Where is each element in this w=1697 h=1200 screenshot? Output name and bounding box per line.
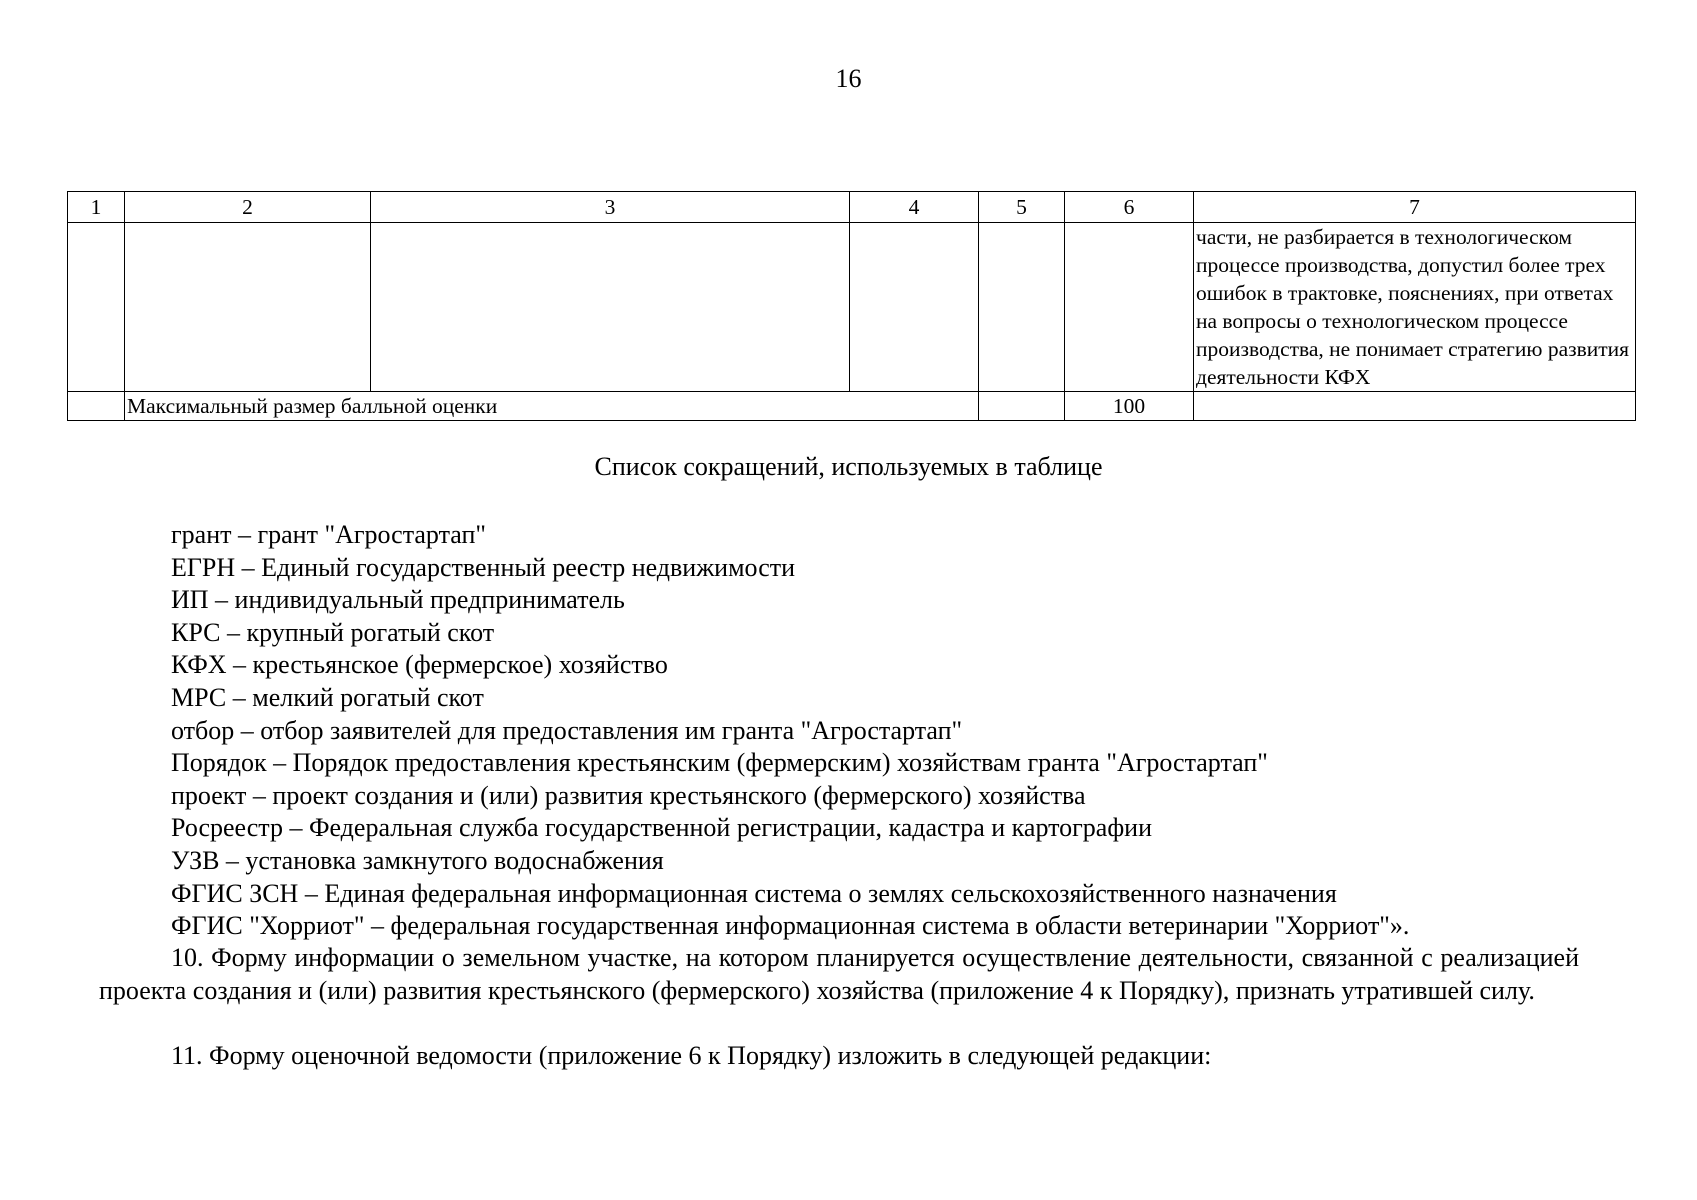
- table-cell: [979, 392, 1065, 421]
- list-item: Порядок – Порядок предоставления крестьянским (фермерским) хозяйствам гранта "Агростартап": [171, 748, 1268, 778]
- table-cell: [979, 223, 1065, 392]
- table-header-cell: 7: [1194, 192, 1636, 223]
- abbreviations-title: Список сокращений, используемых в таблице: [594, 452, 1103, 481]
- paragraph-11: 11. Форму оценочной ведомости (приложение 6 к Порядку) изложить в следующей редакции:: [171, 1041, 1212, 1070]
- evaluation-table: [67, 191, 1636, 421]
- paragraph-10: 10. Форму информации о земельном участке, на котором планируется осуществление деятельности, связанной с реализацией проекта создания и (или) развития крестьянского (фермерского) хозяйства (приложение 4 к Порядку), признать утратившей силу.: [99, 943, 1579, 1005]
- list-item: грант – грант "Агростартап": [171, 520, 486, 549]
- list-item: КРС – крупный рогатый скот: [171, 617, 495, 647]
- list-item: ФГИС "Хорриот" – федеральная государственная информационная система в области ветеринарии "Хорриот"».: [171, 911, 1410, 941]
- list-item: УЗВ – установка замкнутого водоснабжения: [171, 845, 664, 875]
- table-header-cell: 1: [68, 192, 125, 223]
- table-cell: [68, 223, 125, 392]
- table-cell: [125, 223, 371, 392]
- table-cell: [68, 392, 125, 421]
- list-item: Росреестр – Федеральная служба государственной регистрации, кадастра и картографии: [171, 813, 1153, 843]
- list-item: КФХ – крестьянское (фермерское) хозяйство: [171, 650, 668, 680]
- table-cell: [1194, 392, 1636, 421]
- table-header-cell: 5: [979, 192, 1065, 223]
- list-item: ИП – индивидуальный предприниматель: [171, 585, 625, 615]
- table-header-cell: 4: [850, 192, 979, 223]
- total-label-cell: Максимальный размер балльной оценки: [125, 392, 979, 421]
- table-header-cell: 6: [1065, 192, 1194, 223]
- table-row: [68, 223, 1636, 392]
- abbreviations-list: [171, 519, 1591, 943]
- total-value-cell: 100: [1065, 392, 1194, 421]
- list-item: ФГИС ЗСН – Единая федеральная информационная система о землях сельскохозяйственного назначения: [171, 878, 1337, 908]
- table-cell: [1065, 223, 1194, 392]
- list-item: отбор – отбор заявителей для предоставления им гранта "Агростартап": [171, 715, 963, 745]
- list-item: МРС – мелкий рогатый скот: [171, 682, 484, 712]
- table-total-row: [68, 392, 1636, 421]
- table-cell: [850, 223, 979, 392]
- table-header-row: [68, 192, 1636, 223]
- list-item: ЕГРН – Единый государственный реестр недвижимости: [171, 552, 796, 582]
- table-cell: [371, 223, 850, 392]
- page-number: 16: [835, 64, 862, 93]
- criteria-description-cell: части, не разбирается в технологическом процессе производства, допустил более трех ошибок в трактовке, пояснениях, при ответах на вопросы о технологическом процессе производства, не понимает стратегию развития деятельности КФХ: [1194, 223, 1636, 392]
- table-header-cell: 2: [125, 192, 371, 223]
- table-header-cell: 3: [371, 192, 850, 223]
- list-item: проект – проект создания и (или) развития крестьянского (фермерского) хозяйства: [171, 780, 1086, 810]
